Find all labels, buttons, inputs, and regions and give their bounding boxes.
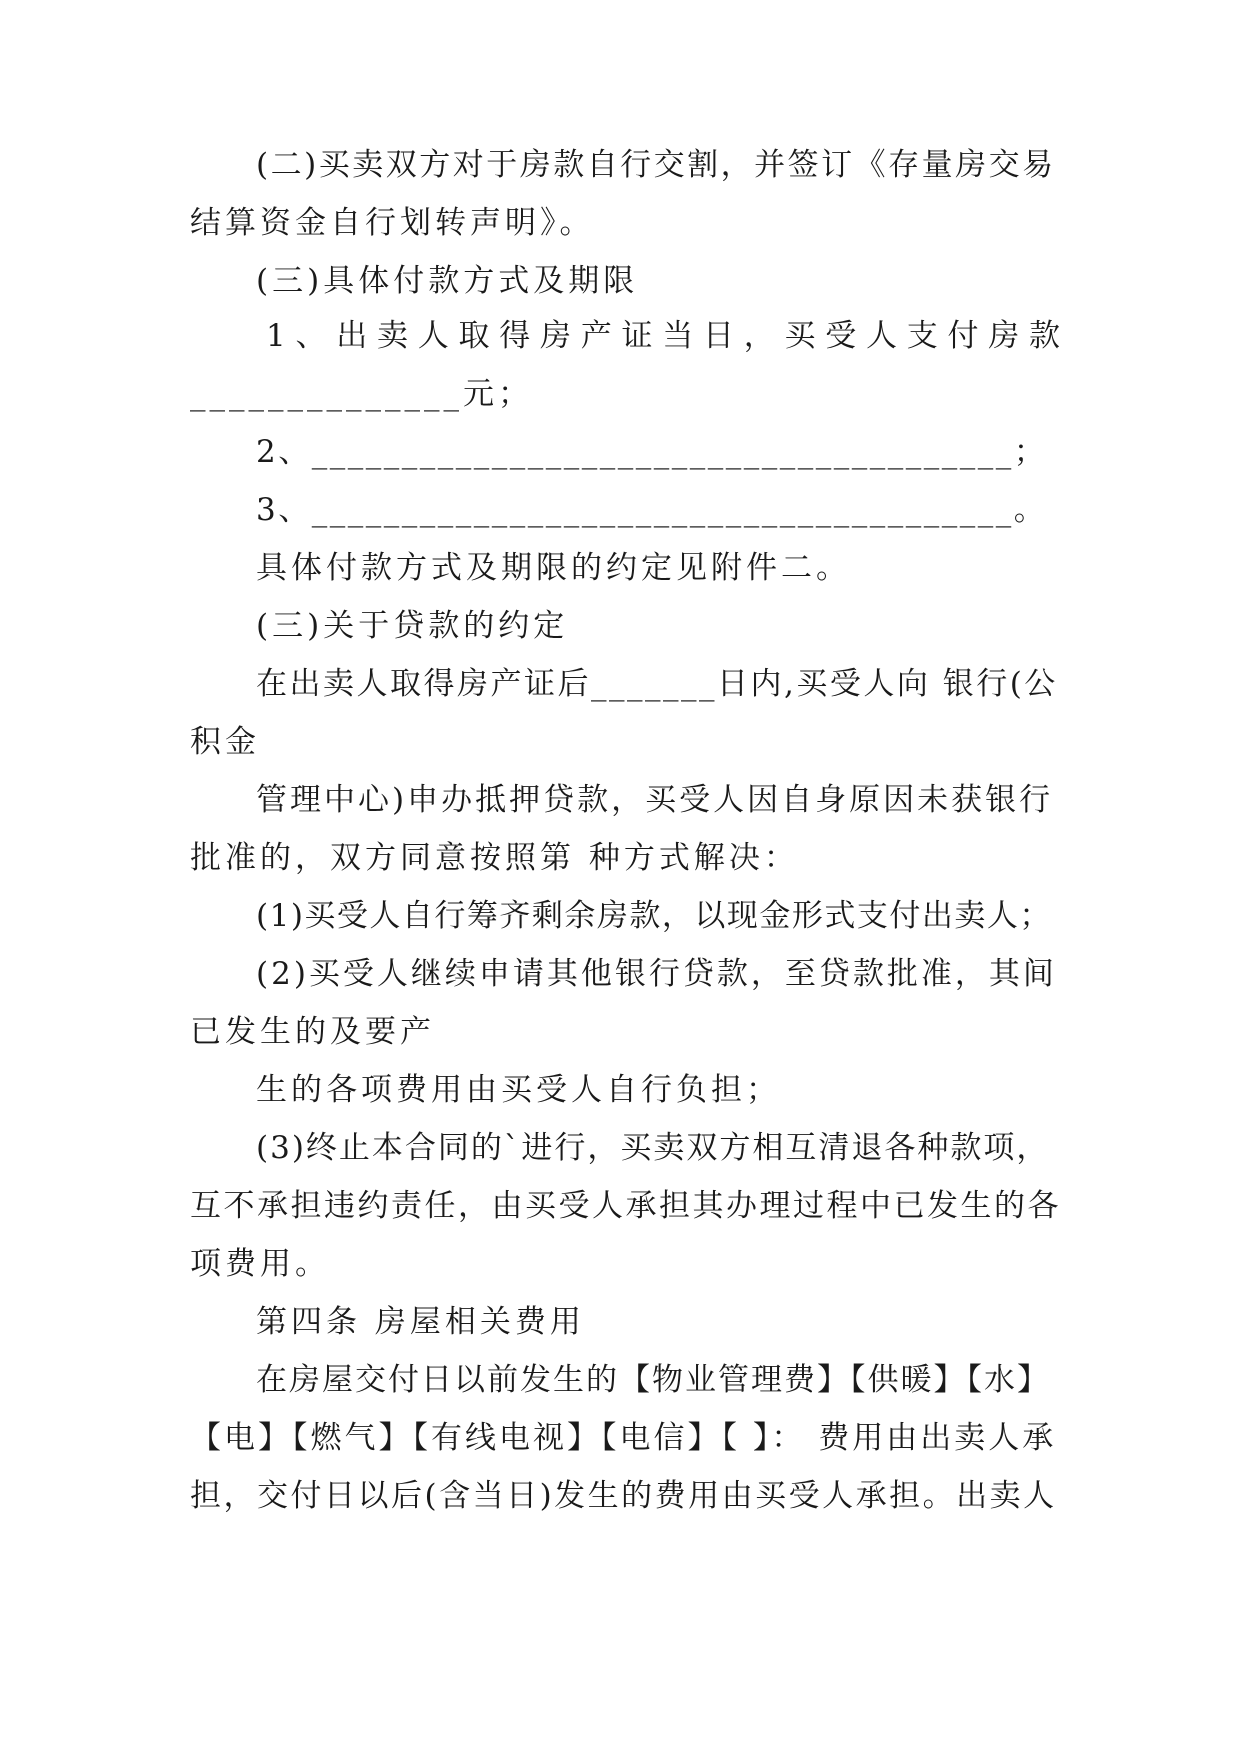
text-line: 互不承担违约责任，由买受人承担其办理过程中已发生的各 (190, 1188, 1061, 1224)
text-line: 2、_______________________________________； (256, 434, 1048, 470)
text-line: (三)具体付款方式及期限 (256, 263, 639, 299)
text-line: 【电】【燃气】【有线电视】【电信】【 】： 费用由出卖人承 (190, 1420, 1057, 1456)
spread-char: 卖 (376, 318, 408, 354)
text-line-spread (266, 306, 1060, 366)
spread-char: 证 (621, 318, 653, 354)
spread-char: 出 (336, 318, 368, 354)
spread-text (266, 306, 1060, 366)
text-line: (二)买卖双方对于房款自行交割，并签订《存量房交易 (256, 147, 1056, 183)
text-line: 生的各项费用由买受人自行负担； (256, 1072, 781, 1108)
text-line: (三)关于贷款的约定 (256, 608, 569, 644)
spread-char: 得 (499, 318, 531, 354)
text-line: 项费用。 (190, 1246, 330, 1282)
spread-char: 1 (266, 318, 286, 354)
text-line: 具体付款方式及期限的约定见附件二。 (256, 550, 851, 586)
text-line: 在出卖人取得房产证后_______日内,买受人向 银行(公 (256, 666, 1058, 702)
text-line: 批准的，双方同意按照第 种方式解决： (190, 840, 799, 876)
text-line: 第四条 房屋相关费用 (256, 1304, 585, 1340)
text-line: 积金 (190, 724, 260, 760)
spread-char: 人 (417, 318, 449, 354)
text-line: (1)买受人自行筹齐剩余房款，以现金形式支付出卖人； (256, 898, 1052, 934)
text-line: 已发生的及要产 (190, 1014, 435, 1050)
text-line: 管理中心)申办抵押贷款，买受人因自身原因未获银行 (256, 782, 1054, 818)
spread-char: 买 (784, 318, 816, 354)
spread-char: 款 (1028, 318, 1060, 354)
text-line: (2)买受人继续申请其他银行贷款，至贷款批准，其间 (256, 956, 1057, 992)
spread-char: 当 (662, 318, 694, 354)
text-line: 3、_______________________________________。 (256, 492, 1048, 528)
spread-char: 产 (580, 318, 612, 354)
spread-char: 、 (295, 318, 327, 354)
spread-char: 人 (865, 318, 897, 354)
text-line: (3)终止本合同的`进行，买卖双方相互清退各种款项， (256, 1130, 1050, 1166)
spread-char: 房 (539, 318, 571, 354)
text-line: 在房屋交付日以前发生的【物业管理费】【供暖】【水】 (256, 1362, 1050, 1398)
spread-char: 付 (947, 318, 979, 354)
spread-char: 房 (988, 318, 1020, 354)
spread-char: 日 (702, 318, 734, 354)
spread-char: 支 (906, 318, 938, 354)
text-line: 担，交付日以后(含当日)发生的费用由买受人承担。出卖人 (190, 1478, 1057, 1514)
text-line: 结算资金自行划转声明》。 (190, 205, 595, 241)
text-line: ______________元； (190, 376, 533, 412)
spread-char: 受 (825, 318, 857, 354)
spread-char: ， (743, 318, 775, 354)
spread-char: 取 (458, 318, 490, 354)
